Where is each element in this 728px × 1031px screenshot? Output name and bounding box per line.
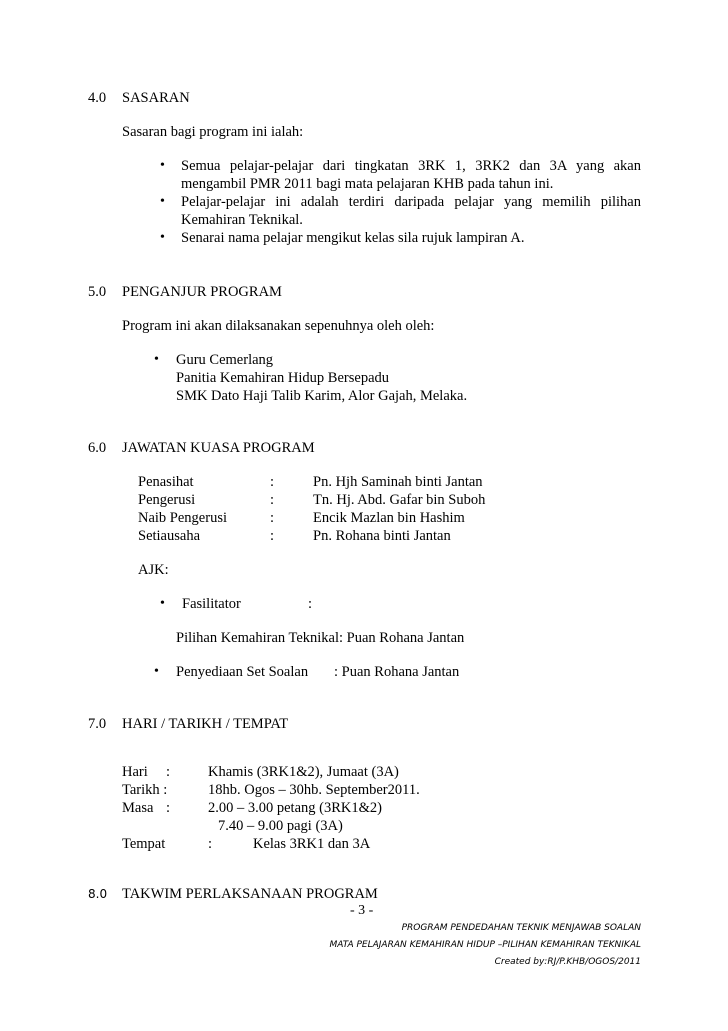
hari-label: Hari (122, 764, 148, 780)
section-7-number: 7.0 (88, 716, 107, 732)
hari-colon: : (166, 764, 171, 780)
section-4-bullet-1: Semua pelajar-pelajar dari tingkatan 3RK 1, 3RK2 dan 3A yang akan mengambil PMR 2011 bagi mata pelajaran KHB pada tahun ini. (181, 158, 641, 192)
committee-name: Pn. Rohana binti Jantan (313, 528, 451, 544)
committee-colon: : (270, 528, 275, 544)
section-4-intro: Sasaran bagi program ini ialah: (122, 124, 304, 140)
section-5-number: 5.0 (88, 284, 107, 300)
bullet-icon: • (154, 664, 159, 679)
section-6-number: 6.0 (88, 440, 107, 456)
bullet-icon: • (160, 230, 165, 245)
committee-role: Setiausaha (138, 528, 201, 544)
footer-program-title: PROGRAM PENDEDAHAN TEKNIK MENJAWAB SOALAN (401, 923, 641, 933)
ajk-item-colon: : (308, 596, 313, 612)
section-4-bullet-2: Pelajar-pelajar ini adalah terdiri daripada pelajar yang memilih pilihan Kemahiran Teknikal. (181, 194, 641, 228)
bullet-icon: • (154, 352, 159, 367)
section-4-number: 4.0 (88, 90, 107, 106)
section-8-number: 8.0 (88, 887, 108, 901)
committee-name: Pn. Hjh Saminah binti Jantan (313, 474, 483, 490)
masa-colon: : (166, 800, 171, 816)
footer-credit: Created by:RJ/P.KHB/OGOS/2011 (494, 957, 641, 967)
tarikh-label: Tarikh : (122, 782, 168, 798)
organizer-line-2: Panitia Kemahiran Hidup Bersepadu (176, 370, 390, 386)
committee-role: Penasihat (138, 474, 194, 490)
committee-colon: : (270, 492, 275, 508)
tempat-colon: : (208, 836, 213, 852)
organizer-line-1: Guru Cemerlang (176, 352, 274, 368)
tarikh-value: 18hb. Ogos – 30hb. September2011. (208, 782, 420, 798)
ajk-item-label: Fasilitator (182, 596, 241, 612)
ajk-item-detail: Pilihan Kemahiran Teknikal: Puan Rohana Jantan (176, 630, 465, 646)
ajk-item-detail: : Puan Rohana Jantan (334, 664, 460, 680)
committee-name: Encik Mazlan bin Hashim (313, 510, 465, 526)
committee-colon: : (270, 474, 275, 490)
committee-colon: : (270, 510, 275, 526)
section-8-title: TAKWIM PERLAKSANAAN PROGRAM (122, 886, 378, 902)
masa-value-2: 7.40 – 9.00 pagi (3A) (218, 818, 343, 834)
page-number: - 3 - (350, 903, 374, 918)
section-4-bullet-3: Senarai nama pelajar mengikut kelas sila rujuk lampiran A. (181, 230, 525, 246)
organizer-line-3: SMK Dato Haji Talib Karim, Alor Gajah, Melaka. (176, 388, 468, 404)
bullet-icon: • (160, 194, 165, 209)
section-5-title: PENGANJUR PROGRAM (122, 284, 282, 300)
tempat-value: Kelas 3RK1 dan 3A (253, 836, 371, 852)
hari-value: Khamis (3RK1&2), Jumaat (3A) (208, 764, 399, 780)
section-4-title: SASARAN (122, 90, 190, 106)
bullet-icon: • (160, 596, 165, 611)
masa-label: Masa (122, 800, 154, 816)
bullet-icon: • (160, 158, 165, 173)
section-7-title: HARI / TARIKH / TEMPAT (122, 716, 289, 732)
committee-role: Pengerusi (138, 492, 196, 508)
committee-name: Tn. Hj. Abd. Gafar bin Suboh (313, 492, 486, 508)
section-6-title: JAWATAN KUASA PROGRAM (122, 440, 315, 456)
tempat-label: Tempat (122, 836, 166, 852)
footer-subject: MATA PELAJARAN KEMAHIRAN HIDUP –PILIHAN KEMAHIRAN TEKNIKAL (329, 940, 641, 950)
ajk-label: AJK: (138, 562, 169, 578)
masa-value-1: 2.00 – 3.00 petang (3RK1&2) (208, 800, 382, 816)
ajk-item-label: Penyediaan Set Soalan (176, 664, 309, 680)
committee-role: Naib Pengerusi (138, 510, 227, 526)
section-5-intro: Program ini akan dilaksanakan sepenuhnya oleh oleh: (122, 318, 435, 334)
